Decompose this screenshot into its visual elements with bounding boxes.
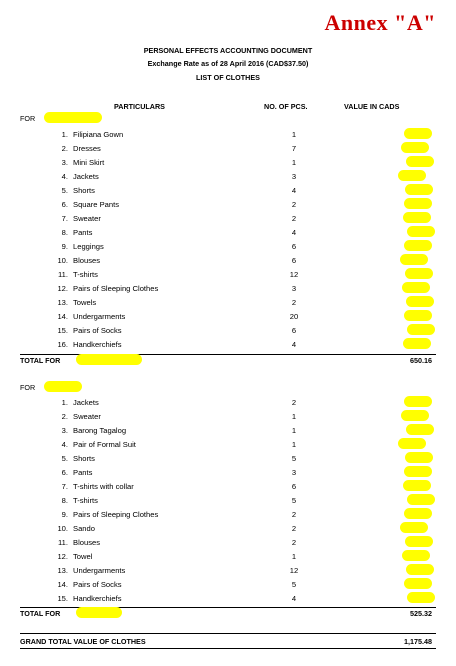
section-total-value: 525.32 bbox=[410, 609, 432, 618]
item-number: 12. bbox=[57, 284, 68, 293]
item-number: 3. bbox=[61, 158, 68, 167]
value-redaction-highlight bbox=[407, 494, 435, 505]
document-title: PERSONAL EFFECTS ACCOUNTING DOCUMENT bbox=[143, 46, 313, 55]
column-value: VALUE IN CADS bbox=[344, 102, 400, 111]
item-name: Pairs of Socks bbox=[73, 326, 122, 335]
item-name: Jackets bbox=[73, 398, 99, 407]
value-redaction-highlight bbox=[403, 338, 431, 349]
item-quantity: 2 bbox=[291, 538, 297, 547]
item-number: 4. bbox=[61, 440, 68, 449]
section-total-label: TOTAL FOR bbox=[20, 356, 61, 365]
item-quantity: 12 bbox=[289, 270, 299, 279]
item-number: 3. bbox=[61, 426, 68, 435]
value-redaction-highlight bbox=[404, 310, 432, 321]
redaction-highlight bbox=[76, 354, 142, 365]
item-number: 5. bbox=[61, 186, 68, 195]
item-number: 11. bbox=[58, 538, 68, 547]
table-row bbox=[0, 552, 456, 566]
item-quantity: 1 bbox=[291, 552, 297, 561]
item-quantity: 5 bbox=[291, 580, 297, 589]
item-name: Handkerchiefs bbox=[73, 340, 122, 349]
value-redaction-highlight bbox=[404, 508, 432, 519]
section-total-label: TOTAL FOR bbox=[20, 609, 61, 618]
item-number: 9. bbox=[61, 242, 68, 251]
item-number: 15. bbox=[57, 326, 68, 335]
item-name: Undergarments bbox=[73, 566, 126, 575]
value-redaction-highlight bbox=[406, 564, 434, 575]
item-number: 2. bbox=[61, 144, 68, 153]
item-number: 7. bbox=[61, 214, 68, 223]
column-particulars: PARTICULARS bbox=[114, 102, 165, 111]
table-row bbox=[0, 144, 456, 158]
item-number: 5. bbox=[61, 454, 68, 463]
item-name: Towels bbox=[73, 298, 97, 307]
table-row bbox=[0, 496, 456, 510]
item-quantity: 2 bbox=[291, 398, 297, 407]
grand-total-rule-top bbox=[20, 633, 436, 634]
item-name: Dresses bbox=[73, 144, 101, 153]
item-quantity: 1 bbox=[291, 440, 297, 449]
table-row bbox=[0, 454, 456, 468]
item-quantity: 3 bbox=[291, 468, 297, 477]
item-number: 4. bbox=[61, 172, 68, 181]
table-row bbox=[0, 468, 456, 482]
grand-total-rule-bottom bbox=[20, 648, 436, 649]
item-name: Sweater bbox=[73, 214, 101, 223]
value-redaction-highlight bbox=[404, 240, 432, 251]
item-name: Square Pants bbox=[73, 200, 120, 209]
item-number: 12. bbox=[57, 552, 68, 561]
item-quantity: 6 bbox=[291, 326, 297, 335]
table-row bbox=[0, 172, 456, 186]
item-name: Handkerchiefs bbox=[73, 594, 122, 603]
item-quantity: 2 bbox=[291, 524, 297, 533]
value-redaction-highlight bbox=[405, 452, 433, 463]
item-number: 10. bbox=[57, 256, 68, 265]
item-number: 1. bbox=[61, 398, 68, 407]
value-redaction-highlight bbox=[406, 296, 434, 307]
item-quantity: 12 bbox=[289, 566, 299, 575]
item-name: Shorts bbox=[73, 186, 95, 195]
item-quantity: 2 bbox=[291, 214, 297, 223]
item-quantity: 4 bbox=[291, 340, 297, 349]
table-row bbox=[0, 440, 456, 454]
value-redaction-highlight bbox=[406, 424, 434, 435]
item-name: Pairs of Sleeping Clothes bbox=[73, 284, 159, 293]
grand-total-label: GRAND TOTAL VALUE OF CLOTHES bbox=[20, 637, 146, 646]
item-quantity: 4 bbox=[291, 228, 297, 237]
table-row bbox=[0, 214, 456, 228]
value-redaction-highlight bbox=[403, 480, 431, 491]
item-number: 13. bbox=[57, 298, 68, 307]
item-quantity: 1 bbox=[291, 412, 297, 421]
table-row bbox=[0, 524, 456, 538]
value-redaction-highlight bbox=[402, 550, 430, 561]
item-name: Blouses bbox=[73, 538, 101, 547]
value-redaction-highlight bbox=[400, 254, 428, 265]
table-row bbox=[0, 326, 456, 340]
table-row bbox=[0, 284, 456, 298]
item-name: Pair of Formal Suit bbox=[73, 440, 136, 449]
table-row bbox=[0, 566, 456, 580]
item-quantity: 6 bbox=[291, 482, 297, 491]
item-name: Sando bbox=[73, 524, 95, 533]
redaction-highlight bbox=[44, 112, 102, 123]
table-row bbox=[0, 510, 456, 524]
item-quantity: 4 bbox=[291, 186, 297, 195]
section-label: FOR bbox=[20, 383, 36, 392]
item-number: 10. bbox=[57, 524, 68, 533]
item-name: Blouses bbox=[73, 256, 101, 265]
value-redaction-highlight bbox=[404, 396, 432, 407]
table-row bbox=[0, 398, 456, 412]
value-redaction-highlight bbox=[404, 466, 432, 477]
value-redaction-highlight bbox=[398, 170, 426, 181]
item-number: 2. bbox=[61, 412, 68, 421]
value-redaction-highlight bbox=[404, 198, 432, 209]
table-row bbox=[0, 594, 456, 608]
item-quantity: 4 bbox=[291, 594, 297, 603]
table-row bbox=[0, 200, 456, 214]
item-name: Shorts bbox=[73, 454, 95, 463]
table-row bbox=[0, 298, 456, 312]
grand-total-value: 1,175.48 bbox=[404, 637, 432, 646]
value-redaction-highlight bbox=[404, 578, 432, 589]
item-name: Undergarments bbox=[73, 312, 126, 321]
item-name: Pairs of Sleeping Clothes bbox=[73, 510, 159, 519]
item-name: Barong Tagalog bbox=[73, 426, 127, 435]
redaction-highlight bbox=[44, 381, 82, 392]
annex-title: Annex "A" bbox=[324, 10, 436, 35]
table-row bbox=[0, 186, 456, 200]
item-name: Sweater bbox=[73, 412, 101, 421]
item-name: Towel bbox=[73, 552, 93, 561]
item-quantity: 6 bbox=[291, 256, 297, 265]
table-row bbox=[0, 256, 456, 270]
item-quantity: 2 bbox=[291, 510, 297, 519]
table-row bbox=[0, 580, 456, 594]
item-name: Leggings bbox=[73, 242, 104, 251]
value-redaction-highlight bbox=[404, 128, 432, 139]
section-label: FOR bbox=[20, 114, 36, 123]
item-name: Pants bbox=[73, 468, 93, 477]
item-name: T-shirts bbox=[73, 496, 98, 505]
value-redaction-highlight bbox=[407, 592, 435, 603]
item-name: T-shirts bbox=[73, 270, 98, 279]
item-number: 9. bbox=[61, 510, 68, 519]
value-redaction-highlight bbox=[405, 184, 433, 195]
item-number: 8. bbox=[61, 496, 68, 505]
value-redaction-highlight bbox=[401, 410, 429, 421]
grand-total-row bbox=[20, 637, 436, 646]
value-redaction-highlight bbox=[407, 324, 435, 335]
item-number: 11. bbox=[58, 270, 68, 279]
table-row bbox=[0, 242, 456, 256]
table-row bbox=[0, 426, 456, 440]
item-quantity: 7 bbox=[291, 144, 297, 153]
table-row bbox=[0, 482, 456, 496]
value-redaction-highlight bbox=[407, 226, 435, 237]
table-row bbox=[0, 158, 456, 172]
value-redaction-highlight bbox=[403, 212, 431, 223]
redaction-highlight bbox=[76, 607, 122, 618]
item-quantity: 1 bbox=[291, 130, 297, 139]
item-name: Pairs of Socks bbox=[73, 580, 122, 589]
item-name: T-shirts with collar bbox=[73, 482, 134, 491]
table-row bbox=[0, 228, 456, 242]
item-quantity: 5 bbox=[291, 496, 297, 505]
table-row bbox=[0, 412, 456, 426]
column-pcs: NO. OF PCS. bbox=[264, 102, 308, 111]
item-quantity: 3 bbox=[291, 172, 297, 181]
item-quantity: 2 bbox=[291, 200, 297, 209]
item-name: Filipiana Gown bbox=[73, 130, 124, 139]
value-redaction-highlight bbox=[400, 522, 428, 533]
value-redaction-highlight bbox=[402, 282, 430, 293]
item-number: 13. bbox=[57, 566, 68, 575]
item-number: 14. bbox=[57, 312, 68, 321]
value-redaction-highlight bbox=[405, 268, 433, 279]
item-number: 1. bbox=[61, 130, 68, 139]
table-row bbox=[0, 340, 456, 354]
table-row bbox=[0, 312, 456, 326]
document-subtitle: LIST OF CLOTHES bbox=[196, 73, 260, 82]
exchange-rate: Exchange Rate as of 28 April 2016 (CAD$37.50) bbox=[147, 59, 309, 68]
value-redaction-highlight bbox=[398, 438, 426, 449]
item-number: 14. bbox=[57, 580, 68, 589]
item-quantity: 5 bbox=[291, 454, 297, 463]
value-redaction-highlight bbox=[401, 142, 429, 153]
item-quantity: 6 bbox=[291, 242, 297, 251]
value-redaction-highlight bbox=[405, 536, 433, 547]
item-quantity: 1 bbox=[291, 426, 297, 435]
item-quantity: 20 bbox=[289, 312, 299, 321]
table-row bbox=[0, 538, 456, 552]
value-redaction-highlight bbox=[406, 156, 434, 167]
item-quantity: 1 bbox=[291, 158, 297, 167]
item-quantity: 2 bbox=[291, 298, 297, 307]
item-name: Mini Skirt bbox=[73, 158, 105, 167]
item-quantity: 3 bbox=[291, 284, 297, 293]
item-number: 6. bbox=[61, 468, 68, 477]
item-number: 16. bbox=[57, 340, 68, 349]
item-number: 15. bbox=[57, 594, 68, 603]
table-row bbox=[0, 130, 456, 144]
section-total-value: 650.16 bbox=[410, 356, 432, 365]
item-number: 8. bbox=[61, 228, 68, 237]
item-number: 7. bbox=[61, 482, 68, 491]
table-row bbox=[0, 270, 456, 284]
item-name: Pants bbox=[73, 228, 93, 237]
item-name: Jackets bbox=[73, 172, 99, 181]
item-number: 6. bbox=[61, 200, 68, 209]
